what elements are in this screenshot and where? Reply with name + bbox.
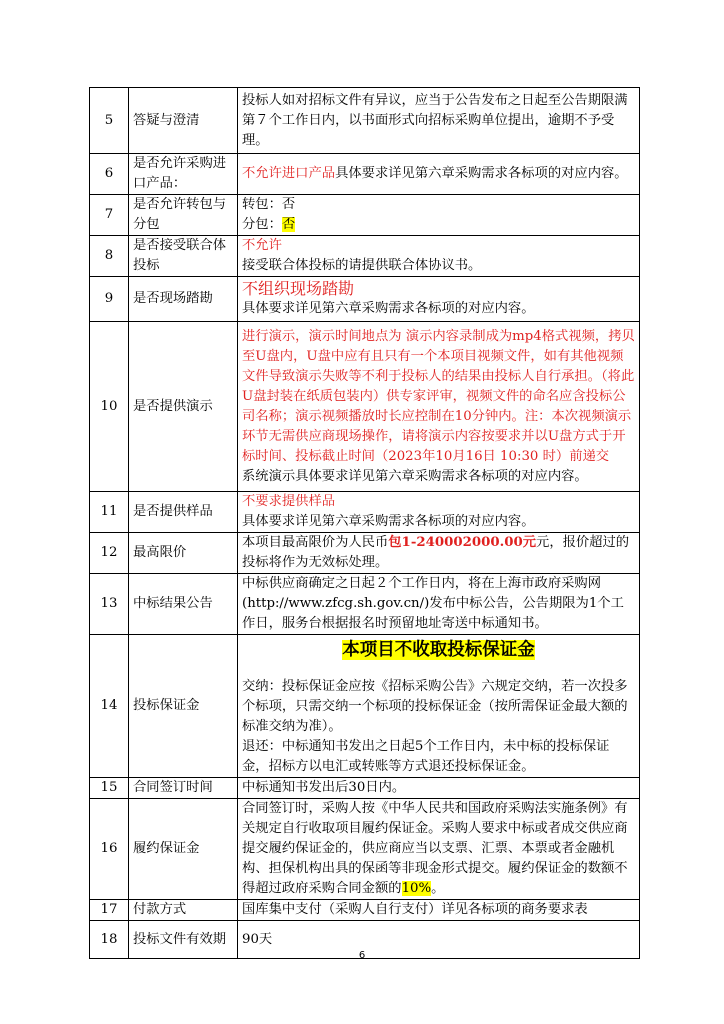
row-item: 投标文件有效期	[129, 921, 238, 959]
row-content	[238, 533, 640, 574]
row-content: 中标供应商确定之日起２个工作日内，将在上海市政府采购网(http://www.zfcg.sh.gov.cn/)发布中标公告，公告期限为1个工作日，服务台根据报名时预留地址寄送中标通知书。	[238, 574, 640, 635]
table-row	[90, 277, 640, 322]
red-text: 包1-240002000.00元	[388, 535, 537, 550]
red-text: 不要求提供样品	[242, 494, 336, 509]
red-text: 进行演示，演示时间地点为 演示内容录制成为mp4格式视频，拷贝至U盘内，U盘中应有且只有一个本项目视频文件，如有其他视频文件导致演示失败等不利于投标人的结果由投标人自行承担。（将此U盘封装在纸质包装内）供专家评审，视频文件的命名应含投标公司名称；演示视频播放时长应控制在10分钟内。注：本次视频演示环节无需供应商现场操作，请将演示内容按要求并以U盘方式于开标时间、投标截止时间（2023年10月16日 10:30 时）前递交	[242, 328, 635, 464]
table-row	[90, 799, 640, 900]
table-row	[90, 533, 640, 574]
row-number: 14	[90, 635, 129, 778]
row-item: 履约保证金	[129, 799, 238, 900]
body-text: 。	[431, 881, 445, 896]
table-row	[90, 778, 640, 799]
row-number: 9	[90, 277, 129, 322]
body-text: 元，报价超过的投标将作为无效标处理。	[242, 535, 630, 570]
red-text: 不允许	[242, 238, 282, 253]
highlight-text: 否	[281, 217, 296, 232]
row-number: 12	[90, 533, 129, 574]
row-number: 6	[90, 154, 129, 195]
row-number: 15	[90, 778, 129, 799]
table-row	[90, 635, 640, 778]
red-text: 不组织现场踏勘	[242, 279, 355, 298]
row-item: 是否允许采购进口产品：	[129, 154, 238, 195]
row-item: 合同签订时间	[129, 778, 238, 799]
row-content: 90天	[238, 921, 640, 959]
row-number: 13	[90, 574, 129, 635]
row-item: 最高限价	[129, 533, 238, 574]
table-row	[90, 236, 640, 277]
body-text: 具体要求详见第六章采购需求各标项的对应内容。	[242, 514, 535, 529]
body-text: 具体要求详见第六章采购需求各标项的对应内容。	[242, 301, 535, 316]
row-item: 中标结果公告	[129, 574, 238, 635]
row-number: 16	[90, 799, 129, 900]
row-item: 付款方式	[129, 900, 238, 921]
red-text: 不允许进口产品	[242, 166, 336, 181]
row-content: 国库集中支付（采购人自行支付）详见各标项的商务要求表	[238, 900, 640, 921]
body-text: 退还：中标通知书发出之日起5个工作日内，未中标的投标保证金，招标方以电汇或转账等方式退还投标保证金。	[242, 739, 610, 774]
row-item: 投标保证金	[129, 635, 238, 778]
table-row	[90, 322, 640, 492]
row-item: 是否提供样品	[129, 492, 238, 533]
body-text: 转包：否	[242, 197, 296, 212]
row-item: 是否允许转包与分包	[129, 195, 238, 236]
row-content: 中标通知书发出后30日内。	[238, 778, 640, 799]
row-content	[238, 492, 640, 533]
table-row	[90, 195, 640, 236]
table-row	[90, 88, 640, 154]
row-number: 5	[90, 88, 129, 154]
body-text: 系统演示具体要求详见第六章采购需求各标项的对应内容。	[242, 468, 588, 484]
row-number: 17	[90, 900, 129, 921]
row-content	[238, 799, 640, 900]
table-row	[90, 574, 640, 635]
body-text: 接受联合体投标的请提供联合体协议书。	[242, 258, 482, 273]
table-row	[90, 492, 640, 533]
table-row	[90, 154, 640, 195]
row-item: 是否接受联合体投标	[129, 236, 238, 277]
body-text: 交纳：投标保证金应按《招标采购公告》六规定交纳，若一次投多个标项，只需交纳一个标项的投标保证金（按所需保证金最大额的标准交纳为准）。	[242, 679, 628, 734]
row-number: 10	[90, 322, 129, 492]
row-number: 8	[90, 236, 129, 277]
body-text: 本项目最高限价为人民币	[242, 535, 389, 550]
highlight-text: 10%	[401, 881, 432, 896]
row-number: 11	[90, 492, 129, 533]
row-item: 是否现场踏勘	[129, 277, 238, 322]
row-content	[238, 635, 640, 778]
row-number: 7	[90, 195, 129, 236]
body-text: 合同签订时，采购人按《中华人民共和国政府采购法实施条例》有关规定自行收取项目履约保证金。采购人要求中标或者成交供应商提交履约保证金的，供应商应当以支票、汇票、本票或者金融机构、担保机构出具的保函等非现金形式提交。履约保证金的数额不得超过政府采购合同金额的	[242, 801, 628, 896]
deposit-title	[242, 637, 635, 663]
tender-info-table	[89, 87, 640, 959]
row-content	[238, 322, 640, 492]
row-content	[238, 236, 640, 277]
body-text: 分包：	[242, 217, 282, 232]
row-content: 投标人如对招标文件有异议，应当于公告发布之日起至公告期限满第７个工作日内，以书面形式向招标采购单位提出，逾期不予受理。	[238, 88, 640, 154]
body-text: 具体要求详见第六章采购需求各标项的对应内容。	[335, 166, 628, 181]
row-content	[238, 195, 640, 236]
row-number: 18	[90, 921, 129, 959]
row-item: 答疑与澄清	[129, 88, 238, 154]
table-row	[90, 900, 640, 921]
row-content	[238, 154, 640, 195]
row-item: 是否提供演示	[129, 322, 238, 492]
page-number: 6	[358, 950, 366, 961]
highlight-text: 本项目不收取投标保证金	[342, 640, 535, 660]
row-content	[238, 277, 640, 322]
